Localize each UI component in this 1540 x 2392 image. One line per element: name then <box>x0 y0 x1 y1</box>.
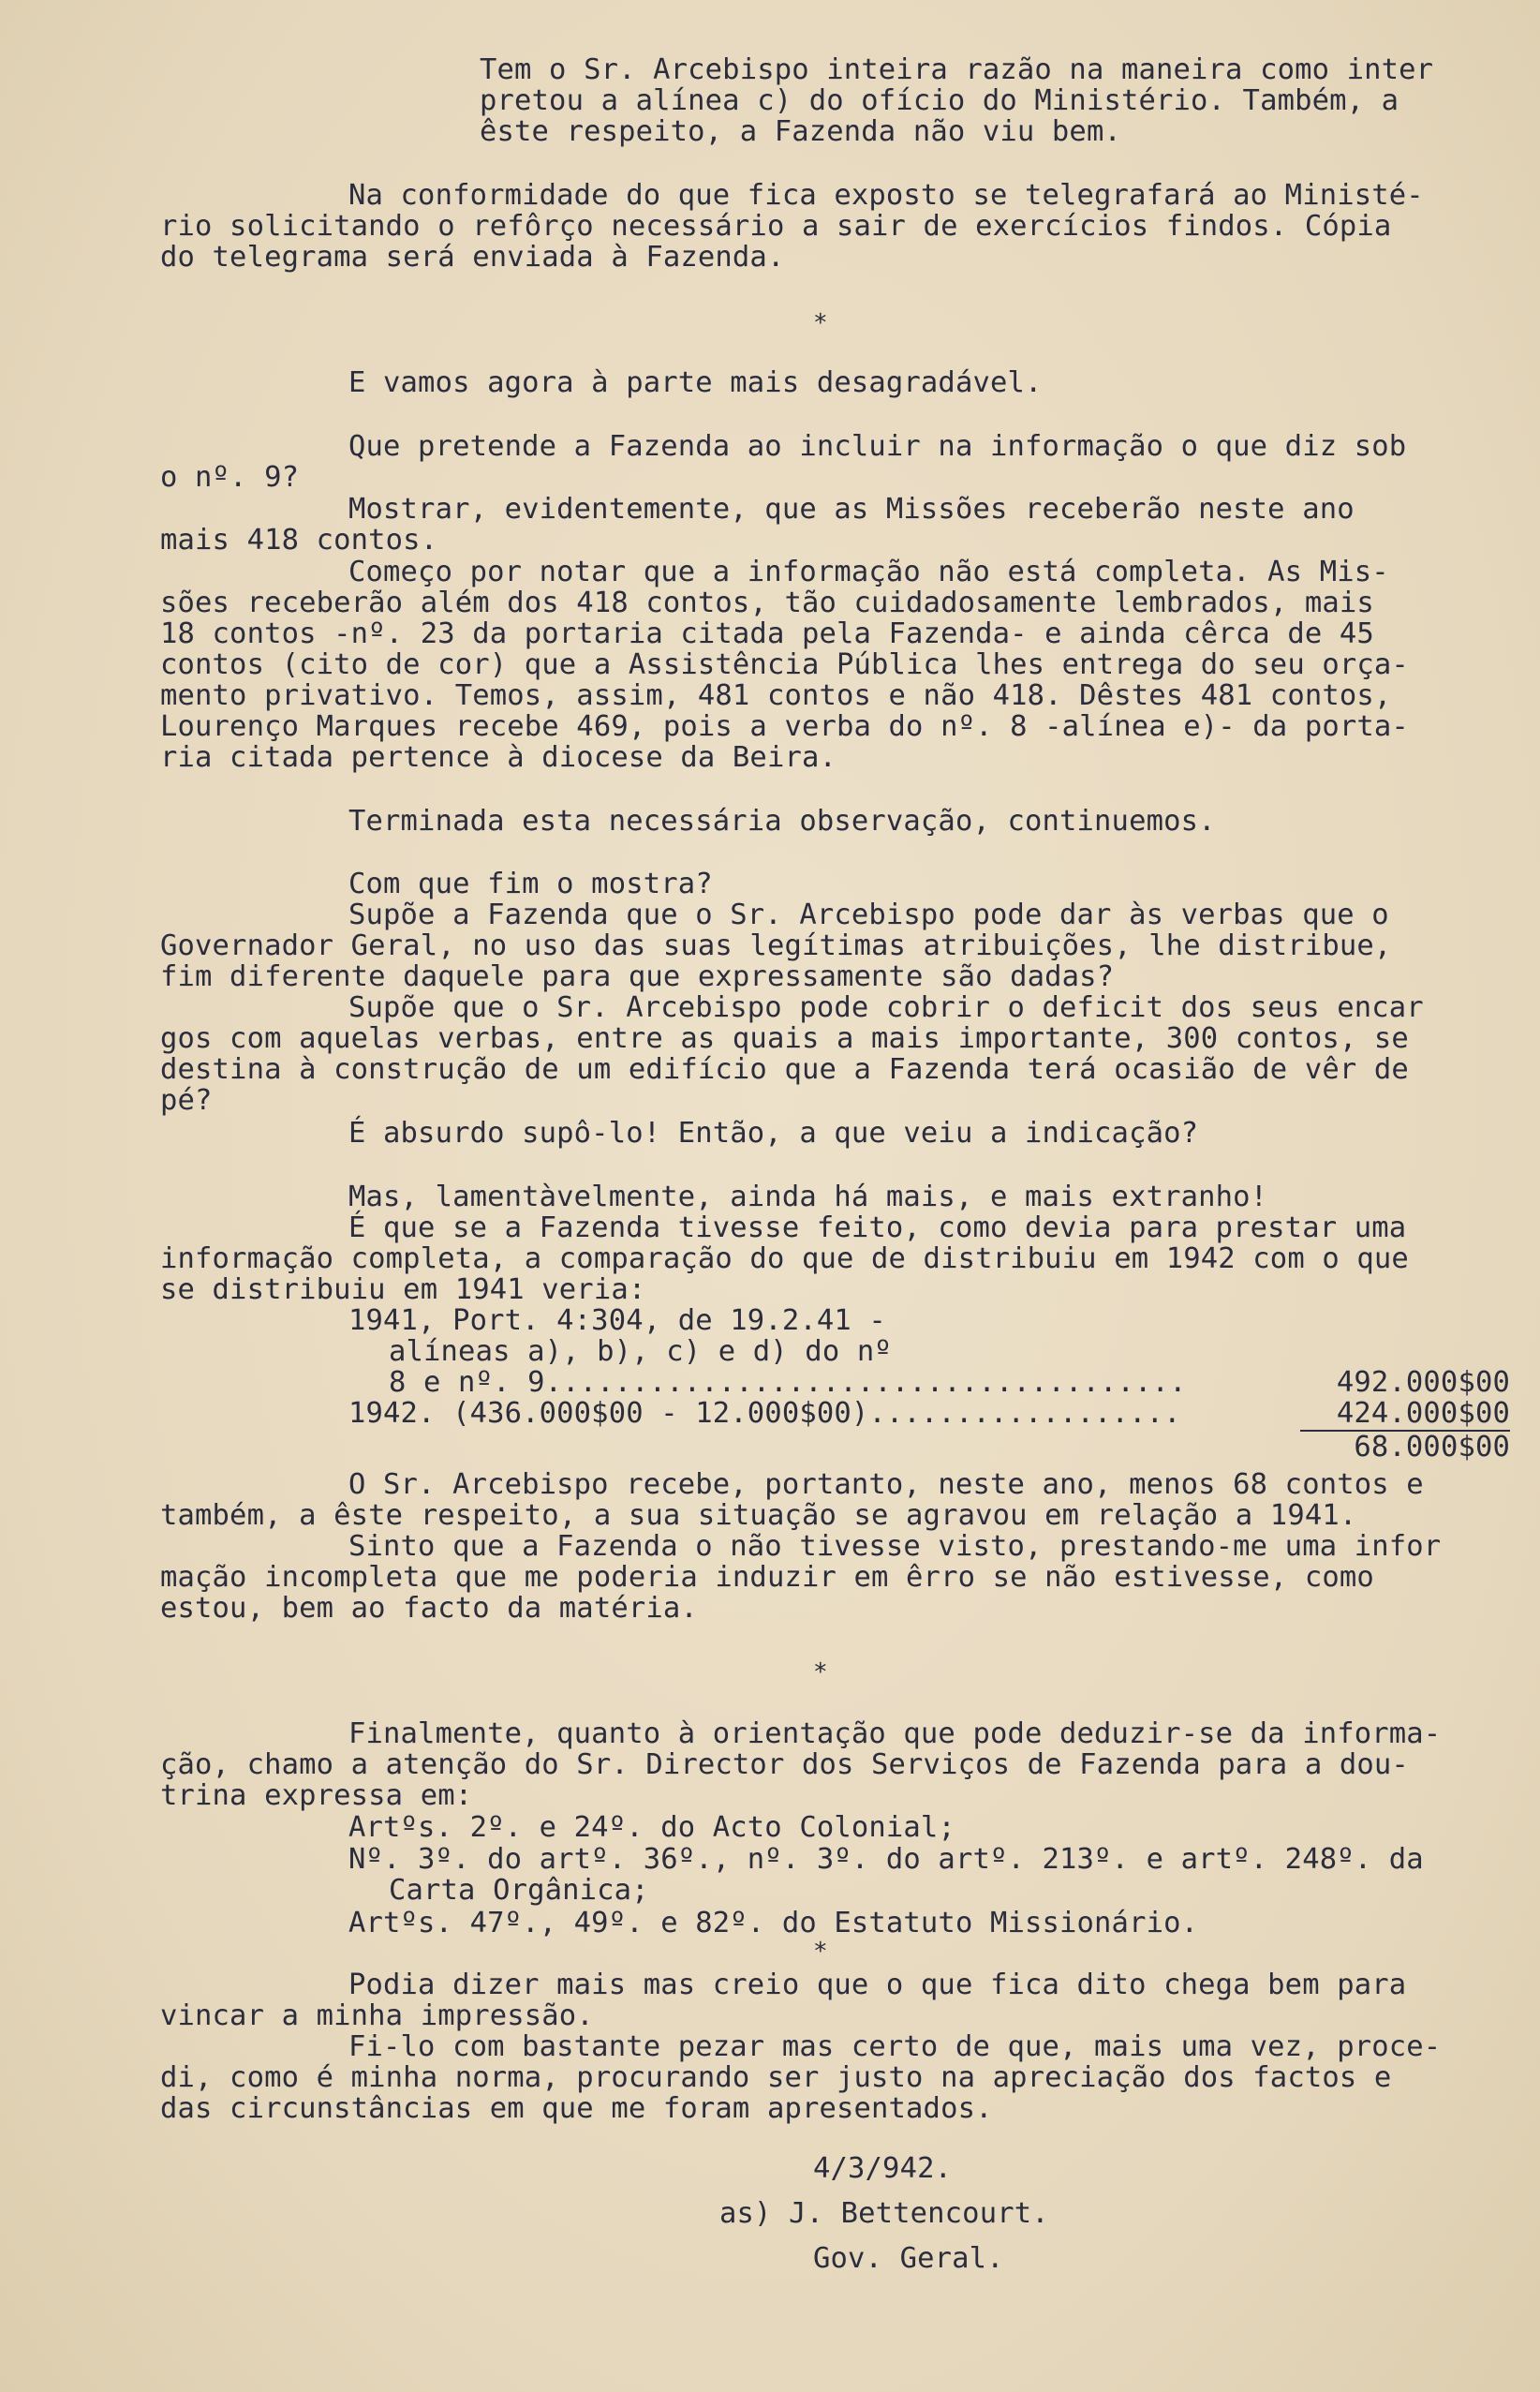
text-line: O Sr. Arcebispo recebe, portanto, neste ano, menos 68 contos e <box>348 1468 1424 1501</box>
text-line: Sinto que a Fazenda o não tivesse visto, prestando-me uma infor <box>348 1530 1442 1563</box>
text-line: Começo por notar que a informação não está completa. As Mis- <box>348 556 1389 588</box>
text-line: Podia dizer mais mas creio que o que fica dito chega bem para <box>348 1969 1407 2001</box>
text-line: rio solicitando o refôrço necessário a sair de exercícios findos. Cópia <box>160 210 1392 243</box>
text-line: ria citada pertence à diocese da Beira. <box>160 741 837 774</box>
text-line: Mostrar, evidentemente, que as Missões receberão neste ano <box>348 493 1355 526</box>
ledger-label: 1942. (436.000$00 - 12.000$00).................. <box>348 1397 1181 1430</box>
text-line: Tem o Sr. Arcebispo inteira razão na maneira como inter <box>480 53 1434 86</box>
ledger-line: 1941, Port. 4:304, de 19.2.41 - <box>348 1304 886 1337</box>
text-line: se distribuiu em 1941 veria: <box>160 1273 646 1306</box>
text-line: destina à construção de um edifício que a Fazenda terá ocasião de vêr de <box>160 1053 1409 1086</box>
text-line: estou, bem ao facto da matéria. <box>160 1592 698 1625</box>
text-line: mais 418 contos. <box>160 524 438 557</box>
text-line: das circunstâncias em que me foram apresentados. <box>160 2092 993 2125</box>
text-line: informação completa, a comparação do que de distribuiu em 1942 com o que <box>160 1242 1409 1275</box>
text-line: o nº. 9? <box>160 461 300 494</box>
section-separator: * <box>813 1938 828 1966</box>
text-line: É que se a Fazenda tivesse feito, como devia para prestar uma <box>348 1211 1407 1244</box>
text-line: Na conformidade do que fica exposto se telegrafará ao Ministé- <box>348 179 1424 212</box>
text-line: di, como é minha norma, procurando ser justo na apreciação dos factos e <box>160 2061 1392 2094</box>
signature-date: 4/3/942. <box>813 2152 953 2185</box>
text-line: mação incompleta que me poderia induzir em êrro se não estivesse, como <box>160 1561 1374 1594</box>
ledger-line: alíneas a), b), c) e d) do nº <box>389 1335 892 1368</box>
text-line: Supõe que o Sr. Arcebispo pode cobrir o deficit dos seus encar <box>348 991 1424 1024</box>
text-line: Que pretende a Fazenda ao incluir na informação o que diz sob <box>348 430 1407 463</box>
text-line: Lourenço Marques recebe 469, pois a verba do nº. 8 -alínea e)- da porta- <box>160 710 1409 743</box>
text-line: É absurdo supô-lo! Então, a que veiu a indicação? <box>348 1117 1199 1150</box>
text-line: 18 contos -nº. 23 da portaria citada pela Fazenda- e ainda cêrca de 45 <box>160 617 1374 650</box>
text-line: Governador Geral, no uso das suas legítimas atribuições, lhe distribue, <box>160 929 1392 962</box>
text-line: E vamos agora à parte mais desagradável. <box>348 366 1043 399</box>
text-line: gos com aquelas verbas, entre as quais a mais importante, 300 contos, se <box>160 1022 1409 1055</box>
reference-line: Artºs. 2º. e 24º. do Acto Colonial; <box>348 1811 955 1844</box>
text-line: ção, chamo a atenção do Sr. Director dos Serviços de Fazenda para a dou- <box>160 1748 1409 1781</box>
ledger-total: 68.000$00 <box>1354 1431 1510 1463</box>
signature-name: as) J. Bettencourt. <box>719 2197 1049 2230</box>
section-separator: * <box>813 1658 828 1686</box>
ledger-amount: 424.000$00 <box>1336 1397 1510 1430</box>
text-line: Com que fim o mostra? <box>348 868 713 900</box>
text-line: vincar a minha impressão. <box>160 1999 594 2032</box>
text-line: pé? <box>160 1084 213 1117</box>
text-line: pretou a alínea c) do ofício do Ministério. Também, a <box>480 84 1399 117</box>
text-line: Terminada esta necessária observação, continuemos. <box>348 805 1216 838</box>
text-line: mento privativo. Temos, assim, 481 contos e não 418. Dêstes 481 contos, <box>160 679 1392 712</box>
text-line: também, a êste respeito, a sua situação se agravou em relação a 1941. <box>160 1499 1357 1532</box>
section-separator: * <box>813 309 828 337</box>
text-line: sões receberão além dos 418 contos, tão cuidadosamente lembrados, mais <box>160 587 1374 619</box>
text-line: Fi-lo com bastante pezar mas certo de que, mais uma vez, proce- <box>348 2030 1442 2063</box>
ledger-label: 8 e nº. 9..................................... <box>389 1366 1187 1399</box>
ledger-amount: 492.000$00 <box>1336 1366 1510 1399</box>
text-line: êste respeito, a Fazenda não viu bem. <box>480 115 1121 148</box>
text-line: do telegrama será enviada à Fazenda. <box>160 241 785 274</box>
reference-line: Nº. 3º. do artº. 36º., nº. 3º. do artº. 213º. e artº. 248º. da <box>348 1843 1424 1876</box>
text-line: trina expressa em: <box>160 1779 473 1812</box>
text-line: Mas, lamentàvelmente, ainda há mais, e mais extranho! <box>348 1181 1268 1213</box>
reference-line: Artºs. 47º., 49º. e 82º. do Estatuto Missionário. <box>348 1907 1199 1939</box>
text-line: fim diferente daquele para que expressamente são dadas? <box>160 960 1115 993</box>
text-line: Supõe a Fazenda que o Sr. Arcebispo pode dar às verbas que o <box>348 899 1389 931</box>
signature-title: Gov. Geral. <box>813 2242 1004 2275</box>
text-line: contos (cito de cor) que a Assistência Pública lhes entrega do seu orça- <box>160 648 1409 681</box>
text-line: Finalmente, quanto à orientação que pode deduzir-se da informa- <box>348 1717 1442 1750</box>
reference-line: Carta Orgânica; <box>389 1874 649 1907</box>
